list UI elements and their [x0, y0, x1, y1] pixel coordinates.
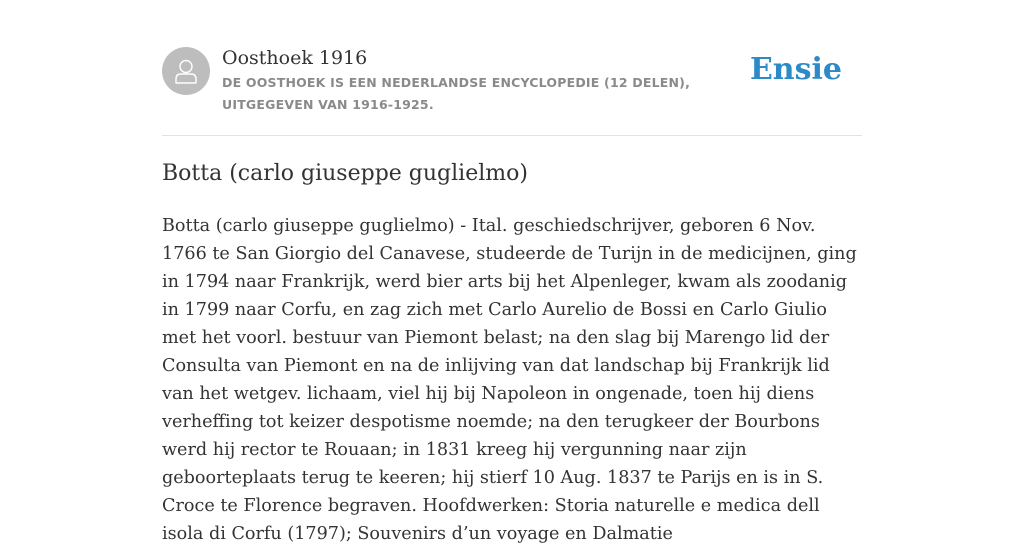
source-header [162, 46, 862, 136]
entry-title: Botta (carlo giuseppe guglielmo) [162, 161, 528, 186]
brand-logo[interactable]: Ensie [749, 52, 842, 87]
entry-body: Botta (carlo giuseppe guglielmo) - Ital. geschiedschrijver, geboren 6 Nov. 1766 te San Giorgio del Canavese, studeerde de Turijn in de medicijnen, ging in 1794 naar Frankrijk, werd bier arts bij het Alpenleger, kwam als zoodanig in 1799 naar Corfu, en zag zich met Carlo Aurelio de Bossi en Carlo Giulio met het voorl. bestuur van Piemont belast; na den slag bij Marengo lid der Consulta van Piemont en na de inlijving van dat landschap bij Frankrijk lid van het wetgev. lichaam, viel hij bij Napoleon in ongenade, toen hij diens verheffing tot keizer despotisme noemde; na den terugkeer der Bourbons werd hij rector te Rouaan; in 1831 kreeg hij vergunning naar zijn geboorteplaats terug te keeren; hij stierf 10 Aug. 1837 te Parijs en is in S. Croce te Florence begraven. Hoofdwerken: Storia naturelle e medica dell isola di Corfu (1797); Souvenirs d’un voyage en Dalmatie [162, 216, 857, 544]
header-divider [162, 135, 862, 136]
source-title[interactable]: Oosthoek 1916 [222, 47, 368, 69]
user-icon [171, 56, 201, 86]
source-avatar[interactable] [162, 47, 210, 95]
source-description: DE OOSTHOEK IS EEN NEDERLANDSE ENCYCLOPEDIE (12 DELEN), UITGEGEVEN VAN 1916-1925. [222, 75, 691, 112]
